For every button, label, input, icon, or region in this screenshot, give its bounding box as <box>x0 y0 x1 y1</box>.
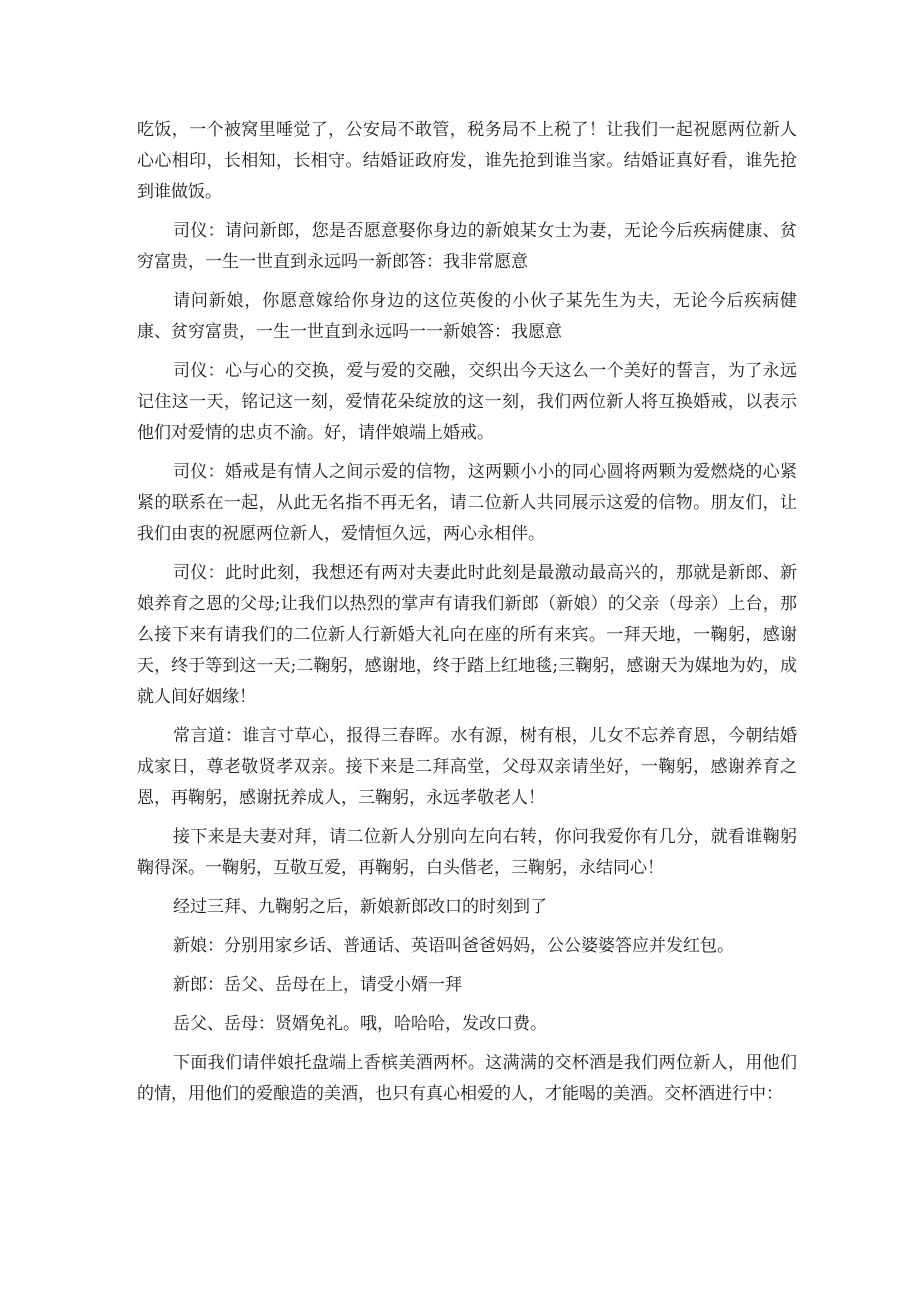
paragraph-4: 司仪：心与心的交换，爱与爱的交融，交织出今天这么一个美好的誓言，为了永远记住这一天，铭记这一刻，爱情花朵绽放的这一刻，我们两位新人将互换婚戒，以表示他们对爱情的忠贞不渝。好，请伴娘端上婚戒。 <box>137 361 797 443</box>
paragraph-8: 接下来是夫妻对拜，请二位新人分别向左向右转，你问我爱你有几分，就看谁鞠躬鞠得深。一鞠躬，互敬互爱，再鞠躬，白头偕老，三鞠躬，永结同心！ <box>137 827 797 878</box>
paragraph-9: 经过三拜、九鞠躬之后，新娘新郎改口的时刻到了 <box>173 897 547 917</box>
paragraph-3: 请问新娘，你愿意嫁给你身边的这位英俊的小伙子某先生为夫，无论今后疾病健康、贫穷富贵，一生一世直到永远吗一一新娘答：我愿意 <box>137 291 797 342</box>
paragraph-11: 新郎：岳父、岳母在上，请受小婿一拜 <box>173 975 462 995</box>
paragraph-12: 岳父、岳母：贤婿免礼。哦，哈哈哈，发改口费。 <box>173 1014 547 1034</box>
document-body <box>137 115 797 1118</box>
paragraph-5: 司仪：婚戒是有情人之间示爱的信物，这两颗小小的同心圆将两颗为爱燃烧的心紧紧的联系在一起，从此无名指不再无名，请二位新人共同展示这爱的信物。朋友们，让我们由衷的祝愿两位新人，爱情恒久远，两心永相伴。 <box>137 462 797 544</box>
paragraph-1: 吃饭，一个被窝里唾觉了，公安局不敢管，税务局不上税了！让我们一起祝愿两位新人心心相印，长相知，长相守。结婚证政府发，谁先抢到谁当家。结婚证真好看，谁先抢到谁做饭。 <box>137 120 797 202</box>
paragraph-13: 下面我们请伴娘托盘端上香槟美酒两杯。这满满的交杯酒是我们两位新人，用他们的情，用他们的爱酿造的美酒，也只有真心相爱的人，才能喝的美酒。交杯酒进行中： <box>137 1053 797 1104</box>
paragraph-6: 司仪：此时此刻，我想还有两对夫妻此时此刻是最激动最高兴的，那就是新郎、新娘养育之恩的父母;让我们以热烈的掌声有请我们新郎（新娘）的父亲（母亲）上台，那么接下来有请我们的二位新人行新婚大礼向在座的所有来宾。一拜天地，一鞠躬，感谢天，终于等到这一天;二鞠躬，感谢地，终于踏上红地毯;三鞠躬，感谢天为媒地为妁，成就人间好姻缘！ <box>137 563 797 707</box>
paragraph-10: 新娘：分别用家乡话、普通话、英语叫爸爸妈妈，公公婆婆答应并发红包。 <box>173 936 734 956</box>
paragraph-2: 司仪：请问新郎，您是否愿意娶你身边的新娘某女士为妻，无论今后疾病健康、贫穷富贵，一生一世直到永远吗一新郎答：我非常愿意 <box>137 221 797 272</box>
paragraph-7: 常言道：谁言寸草心，报得三春晖。水有源，树有根，儿女不忘养育恩，今朝结婚成家日，尊老敬贤孝双亲。接下来是二拜高堂，父母双亲请坐好，一鞠躬，感谢养育之恩，再鞠躬，感谢抚养成人，三鞠躬，永远孝敬老人！ <box>137 726 797 808</box>
